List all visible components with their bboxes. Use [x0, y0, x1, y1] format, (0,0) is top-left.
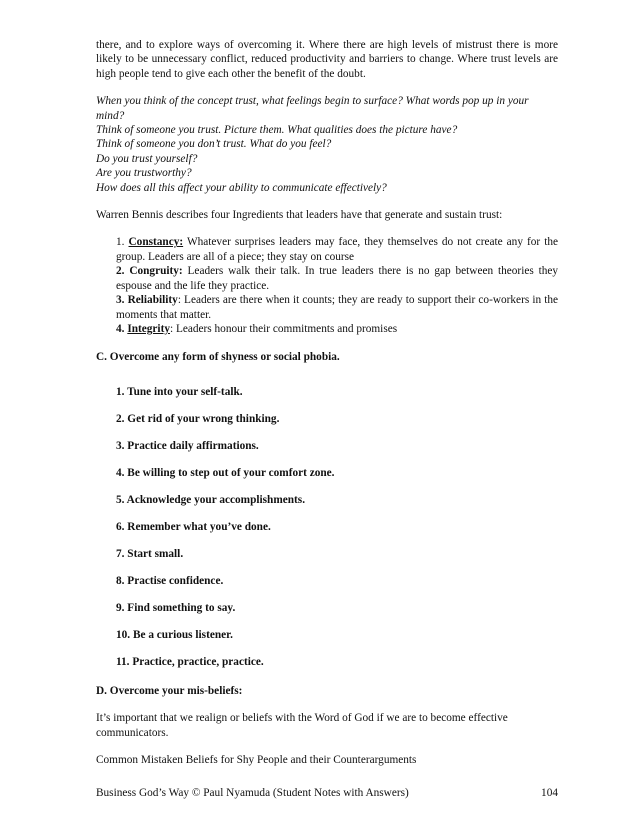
- step-item: 3. Practice daily affirmations.: [116, 439, 259, 452]
- section-d-heading: D. Overcome your mis-beliefs:: [96, 684, 243, 697]
- bennis-intro: Warren Bennis describes four Ingredients that leaders have that generate and sustain trust:: [96, 209, 503, 222]
- step-item: 10. Be a curious listener.: [116, 628, 233, 641]
- question: Think of someone you trust. Picture them. What qualities does the picture have?: [96, 124, 458, 137]
- common-beliefs-line: Common Mistaken Beliefs for Shy People and their Counterarguments: [96, 753, 417, 766]
- ingredient-number: 2.: [116, 265, 125, 278]
- shyness-steps-list: [96, 385, 558, 682]
- ingredient-item: [116, 322, 558, 336]
- ingredient-term: Integrity: [127, 322, 170, 335]
- question: How does all this affect your ability to communicate effectively?: [96, 181, 387, 194]
- ingredient-number: 1.: [116, 236, 125, 249]
- reflection-questions: [96, 94, 558, 195]
- step-item: 7. Start small.: [116, 547, 184, 560]
- step-item: 4. Be willing to step out of your comfort zone.: [116, 466, 335, 479]
- section-d-paragraph: It’s important that we realign or beliefs with the Word of God if we are to become effective communicators.: [96, 712, 508, 739]
- ingredient-term: Congruity:: [129, 265, 183, 278]
- document-page: [96, 38, 558, 767]
- ingredient-number: 4.: [116, 322, 125, 335]
- ingredients-list: [96, 235, 558, 336]
- ingredient-item: [116, 235, 558, 264]
- step-item: 8. Practise confidence.: [116, 574, 224, 587]
- ingredient-term: Constancy:: [128, 236, 184, 249]
- question: Are you trustworthy?: [96, 167, 192, 180]
- ingredient-text: Leaders walk their talk. In true leaders there is no gap between theories they espouse and the life they practice.: [116, 265, 559, 292]
- page-footer: [96, 787, 558, 799]
- section-c-heading: C. Overcome any form of shyness or social phobia.: [96, 351, 340, 364]
- ingredient-text: : Leaders are there when it counts; they are ready to support their co-workers in the moments that matter.: [116, 294, 559, 321]
- page-number: 104: [541, 787, 558, 799]
- ingredient-number: 3.: [116, 294, 125, 307]
- step-item: 2. Get rid of your wrong thinking.: [116, 412, 280, 425]
- footer-title: Business God’s Way © Paul Nyamuda (Student Notes with Answers): [96, 787, 409, 799]
- question: Do you trust yourself?: [96, 152, 198, 165]
- ingredient-term: Reliability: [127, 294, 178, 307]
- ingredient-item: [116, 264, 558, 293]
- intro-paragraph: there, and to explore ways of overcoming it. Where there are high levels of mistrust there is more likely to be unnecessary conflict, reduced productivity and barriers to change. Where trust levels are high people tend to give each other the benefit of the doubt.: [96, 39, 558, 80]
- step-item: 9. Find something to say.: [116, 601, 236, 614]
- step-item: 11. Practice, practice, practice.: [116, 655, 264, 668]
- step-item: 1. Tune into your self-talk.: [116, 385, 243, 398]
- question: When you think of the concept trust, what feelings begin to surface? What words pop up in your mind?: [96, 95, 529, 122]
- step-item: 6. Remember what you’ve done.: [116, 520, 271, 533]
- step-item: 5. Acknowledge your accomplishments.: [116, 493, 306, 506]
- question: Think of someone you don’t trust. What do you feel?: [96, 138, 332, 151]
- ingredient-item: [116, 293, 558, 322]
- ingredient-text: : Leaders honour their commitments and promises: [169, 322, 398, 335]
- ingredient-text: Whatever surprises leaders may face, they themselves do not create any for the group. Leaders are all of a piece; they stay on course: [116, 236, 558, 263]
